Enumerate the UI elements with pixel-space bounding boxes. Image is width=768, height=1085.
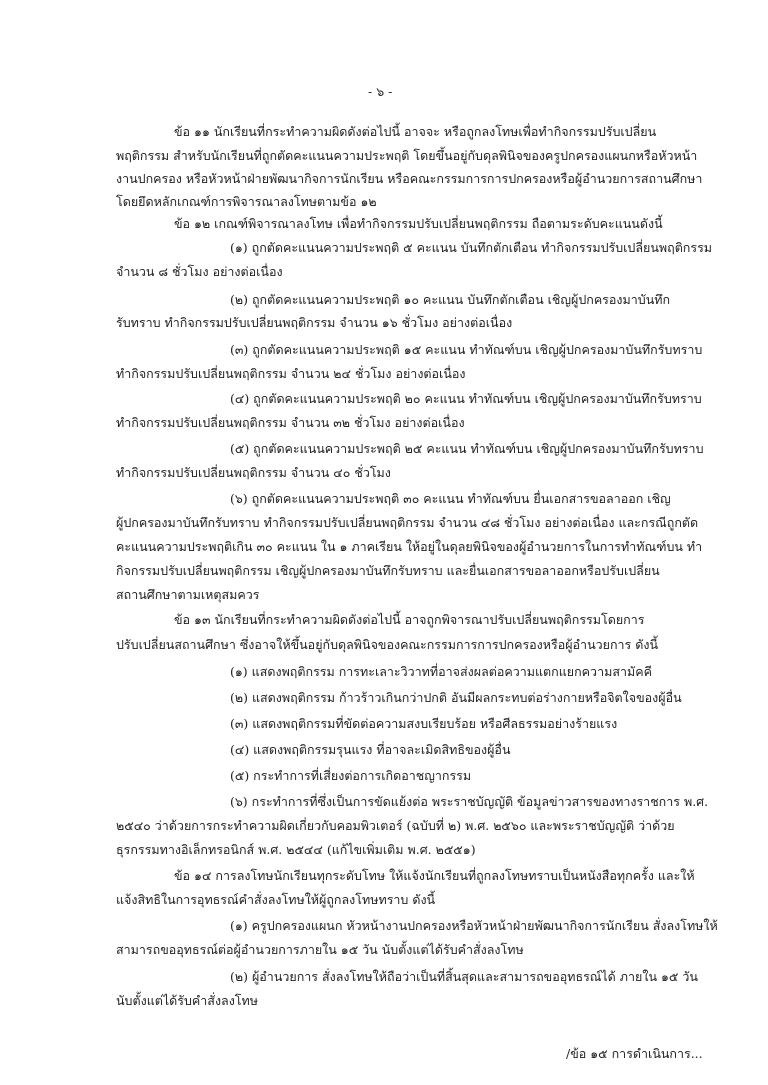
paragraph-line: (๒) ผู้อำนวยการ สั่งลงโทษให้ถือว่าเป็นที่สิ้นสุดและสามารถขออุทธรณ์ได้ ภายใน ๑๕ วัน	[230, 969, 698, 984]
paragraph-line: พฤติกรรม สำหรับนักเรียนที่ถูกตัดคะแนนความประพฤติ โดยขึ้นอยู่กับดุลพินิจของครูปกครองแผนกหรือหัวหน้า	[116, 148, 698, 163]
paragraph-line: คะแนนความประพฤติเกิน ๓๐ คะแนน ใน ๑ ภาคเรียน ให้อยู่ในดุลยพินิจของผู้อำนวยการในการทำทัณฑ์บน ทำ	[116, 539, 703, 554]
paragraph-line: ข้อ ๑๓ นักเรียนที่กระทำความผิดดังต่อไปนี้ อาจถูกพิจารณาปรับเปลี่ยนพฤติกรรมโดยการ	[174, 612, 645, 627]
paragraph-line: โดยยึดหลักเกณฑ์การพิจารณาลงโทษตามข้อ ๑๒	[116, 194, 377, 209]
paragraph-line: (๕) กระทำการที่เสี่ยงต่อการเกิดอาชญากรรม	[230, 768, 472, 783]
page-number: - ๖ -	[368, 84, 393, 99]
paragraph-line: (๓) ถูกตัดคะแนนความประพฤติ ๑๕ คะแนน ทำทัณฑ์บน เชิญผู้ปกครองมาบันทึกรับทราบ	[230, 342, 703, 357]
paragraph-line: สามารถขออุทธรณ์ต่อผู้อำนวยการภายใน ๑๕ วัน นับตั้งแต่ได้รับคำสั่งลงโทษ	[116, 942, 524, 957]
paragraph-line: นับตั้งแต่ได้รับคำสั่งลงโทษ	[116, 993, 258, 1008]
paragraph-line: (๒) แสดงพฤติกรรม ก้าวร้าวเกินกว่าปกติ อันมีผลกระทบต่อร่างกายหรือจิตใจของผู้อื่น	[230, 690, 682, 705]
paragraph-line: กิจกรรมปรับเปลี่ยนพฤติกรรม เชิญผู้ปกครองมาบันทึกรับทราบ และยื่นเอกสารขอลาออกหรือปรับเปลี่ยน	[116, 563, 660, 578]
paragraph-line: (๔) แสดงพฤติกรรมรุนแรง ที่อาจละเมิดสิทธิของผู้อื่น	[230, 742, 511, 757]
paragraph-line: สถานศึกษาตามเหตุสมควร	[116, 587, 260, 602]
paragraph-line: ธุรกรรมทางอิเล็กทรอนิกส์ พ.ศ. ๒๕๔๔ (แก้ไขเพิ่มเติม พ.ศ. ๒๕๕๑)	[116, 842, 476, 857]
paragraph-line: (๓) แสดงพฤติกรรมที่ขัดต่อความสงบเรียบร้อย หรือศีลธรรมอย่างร้ายแรง	[230, 716, 618, 731]
paragraph-line: ๒๕๔๐ ว่าด้วยการกระทำความผิดเกี่ยวกับคอมพิวเตอร์ (ฉบับที่ ๒) พ.ศ. ๒๕๖๐ และพระราชบัญญัติ ว่าด้วย	[116, 818, 675, 833]
paragraph-line: ข้อ ๑๔ การลงโทษนักเรียนทุกระดับโทษ ให้แจ้งนักเรียนที่ถูกลงโทษทราบเป็นหนังสือทุกครั้ง และให้	[174, 868, 695, 883]
paragraph-line: (๕) ถูกตัดคะแนนความประพฤติ ๒๕ คะแนน ทำทัณฑ์บน เชิญผู้ปกครองมาบันทึกรับทราบ	[230, 441, 704, 456]
paragraph-line: แจ้งสิทธิในการอุทธรณ์คำสั่งลงโทษให้ผู้ถูกลงโทษทราบ ดังนี้	[116, 892, 436, 907]
paragraph-line: ข้อ ๑๑ นักเรียนที่กระทำความผิดดังต่อไปนี้ อาจจะ หรือถูกลงโทษเพื่อทำกิจกรรมปรับเปลี่ยน	[174, 124, 657, 139]
paragraph-line: (๔) ถูกตัดคะแนนความประพฤติ ๒๐ คะแนน ทำทัณฑ์บน เชิญผู้ปกครองมาบันทึกรับทราบ	[230, 391, 702, 406]
paragraph-line: รับทราบ ทำกิจกรรมปรับเปลี่ยนพฤติกรรม จำนวน ๑๖ ชั่วโมง อย่างต่อเนื่อง	[116, 315, 513, 330]
paragraph-line: ผู้ปกครองมาบันทึกรับทราบ ทำกิจกรรมปรับเปลี่ยนพฤติกรรม จำนวน ๔๘ ชั่วโมง อย่างต่อเนื่อง และกรณีถูกตัด	[116, 515, 699, 530]
paragraph-line: (๖) กระทำการที่ซึ่งเป็นการขัดแย้งต่อ พระราชบัญญัติ ข้อมูลข่าวสารของทางราชการ พ.ศ.	[230, 794, 709, 809]
paragraph-line: จำนวน ๘ ชั่วโมง อย่างต่อเนื่อง	[116, 264, 283, 279]
paragraph-line: (๑) ถูกตัดคะแนนความประพฤติ ๕ คะแนน บันทึกตักเตือน ทำกิจกรรมปรับเปลี่ยนพฤติกรรม	[230, 240, 713, 255]
paragraph-line: ทำกิจกรรมปรับเปลี่ยนพฤติกรรม จำนวน ๓๒ ชั่วโมง อย่างต่อเนื่อง	[116, 415, 465, 430]
paragraph-line: ทำกิจกรรมปรับเปลี่ยนพฤติกรรม จำนวน ๒๔ ชั่วโมง อย่างต่อเนื่อง	[116, 366, 466, 381]
paragraph-line: ทำกิจกรรมปรับเปลี่ยนพฤติกรรม จำนวน ๔๐ ชั่วโมง	[116, 465, 391, 480]
paragraph-line: งานปกครอง หรือหัวหน้าฝ่ายพัฒนากิจการนักเรียน หรือคณะกรรมการการปกครองหรือผู้อำนวยการสถานศึกษา	[116, 171, 703, 186]
paragraph-line: (๑) แสดงพฤติกรรม การทะเลาะวิวาทที่อาจส่งผลต่อความแตกแยกความสามัคคี	[230, 664, 652, 679]
continuation-note: /ข้อ ๑๕ การดำเนินการ...	[566, 1046, 703, 1061]
paragraph-line: ข้อ ๑๒ เกณฑ์พิจารณาลงโทษ เพื่อทำกิจกรรมปรับเปลี่ยนพฤติกรรม ถือตามระดับคะแนนดังนี้	[174, 216, 663, 231]
paragraph-line: (๑) ครูปกครองแผนก หัวหน้างานปกครองหรือหัวหน้าฝ่ายพัฒนากิจการนักเรียน สั่งลงโทษให้	[230, 918, 718, 933]
paragraph-line: (๒) ถูกตัดคะแนนความประพฤติ ๑๐ คะแนน บันทึกตักเตือน เชิญผู้ปกครองมาบันทึก	[230, 292, 671, 307]
paragraph-line: (๖) ถูกตัดคะแนนความประพฤติ ๓๐ คะแนน ทำทัณฑ์บน ยื่นเอกสารขอลาออก เชิญ	[230, 491, 671, 506]
paragraph-line: ปรับเปลี่ยนสถานศึกษา ซึ่งอาจให้ขึ้นอยู่กับดุลพินิจของคณะกรรมการการปกครองหรือผู้อำนวยการ ดังนี้	[116, 637, 659, 652]
